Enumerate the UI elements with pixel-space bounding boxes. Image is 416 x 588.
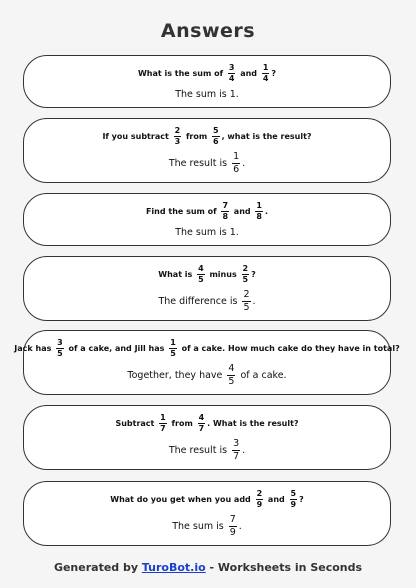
fraction-numerator: 4 xyxy=(228,363,235,374)
answer-text xyxy=(169,152,245,174)
fraction-denominator: 5 xyxy=(57,349,63,358)
text-segment: . What is the result? xyxy=(207,419,299,428)
question-text xyxy=(102,127,311,146)
fraction-denominator: 7 xyxy=(198,424,205,433)
text-segment: Together, they have xyxy=(127,369,226,381)
fraction-numerator: 1 xyxy=(256,200,262,210)
fraction xyxy=(242,265,250,284)
text-segment: ? xyxy=(251,270,256,279)
fraction-numerator: 1 xyxy=(160,413,166,422)
fraction xyxy=(256,490,264,509)
text-segment: of a cake. xyxy=(237,369,287,381)
page-title: Answers xyxy=(160,20,256,42)
text-segment: . xyxy=(252,295,256,307)
fraction xyxy=(197,265,205,284)
fraction xyxy=(174,127,182,146)
question-text xyxy=(14,339,399,358)
fraction-denominator: 5 xyxy=(242,275,249,284)
fraction-numerator: 5 xyxy=(212,126,219,135)
fraction-denominator: 7 xyxy=(160,424,166,433)
fraction xyxy=(56,339,64,358)
answer-card-4 xyxy=(23,256,391,321)
fraction xyxy=(262,64,270,83)
fraction-numerator: 3 xyxy=(228,62,235,72)
answer-text xyxy=(175,227,239,238)
fraction-numerator: 1 xyxy=(262,62,269,72)
text-segment: Subtract xyxy=(115,419,158,428)
text-segment: The sum is 1. xyxy=(175,226,239,238)
text-segment: The result is xyxy=(168,157,231,169)
fraction-numerator: 2 xyxy=(256,489,263,498)
fraction-numerator: 1 xyxy=(233,151,240,162)
fraction xyxy=(159,414,167,433)
text-segment: , what is the result? xyxy=(221,132,312,141)
fraction-denominator: 5 xyxy=(228,375,235,387)
fraction xyxy=(229,515,237,537)
fraction-numerator: 7 xyxy=(222,200,229,210)
fraction xyxy=(242,290,250,312)
fraction-denominator: 5 xyxy=(198,275,204,284)
fraction-numerator: 4 xyxy=(198,413,205,422)
text-segment: Find the sum of xyxy=(145,206,220,216)
footer-suffix: - Worksheets in Seconds xyxy=(205,561,363,574)
text-segment: from xyxy=(168,419,196,428)
fraction xyxy=(232,152,240,174)
answer-card-7 xyxy=(23,481,391,546)
text-segment: What is xyxy=(158,270,196,279)
fraction xyxy=(290,490,298,509)
fraction-denominator: 6 xyxy=(233,163,240,175)
text-segment: and xyxy=(265,495,288,504)
question-text xyxy=(115,414,298,433)
text-segment: minus xyxy=(206,270,240,279)
text-segment: . xyxy=(238,520,242,532)
fraction-numerator: 3 xyxy=(233,438,240,449)
fraction xyxy=(212,127,220,146)
fraction-numerator: 3 xyxy=(57,338,63,347)
text-segment: ? xyxy=(299,495,304,504)
footer-prefix: Generated by xyxy=(53,561,142,574)
text-segment: What is the sum of xyxy=(137,68,226,78)
text-segment: The sum is xyxy=(172,520,227,532)
text-segment: of a cake, and Jill has xyxy=(65,344,168,353)
answer-card-5 xyxy=(14,330,400,395)
fraction xyxy=(198,414,206,433)
question-text xyxy=(146,202,268,221)
text-segment: The sum is 1. xyxy=(175,88,239,100)
answer-card-1 xyxy=(23,55,391,108)
question-text xyxy=(110,490,304,509)
text-segment: from xyxy=(183,132,210,141)
fraction xyxy=(228,64,236,83)
footer xyxy=(0,561,416,574)
text-segment: Jack has xyxy=(14,344,55,353)
fraction-denominator: 9 xyxy=(229,526,236,538)
answer-text xyxy=(169,439,245,461)
text-segment: and xyxy=(237,68,260,78)
fraction xyxy=(169,339,177,358)
fraction-denominator: 9 xyxy=(256,500,263,509)
fraction-numerator: 2 xyxy=(242,264,249,273)
fraction-denominator: 4 xyxy=(228,73,235,83)
answer-text xyxy=(127,364,286,386)
text-segment: ? xyxy=(271,68,277,78)
fraction-denominator: 6 xyxy=(212,137,219,146)
text-segment: and xyxy=(231,206,254,216)
fraction xyxy=(232,439,240,461)
fraction xyxy=(255,202,263,221)
fraction-denominator: 9 xyxy=(290,500,297,509)
fraction-denominator: 5 xyxy=(170,349,176,358)
text-segment: What do you get when you add xyxy=(110,495,254,504)
fraction-numerator: 2 xyxy=(243,289,250,300)
text-segment: The difference is xyxy=(158,295,241,307)
fraction-numerator: 2 xyxy=(174,126,181,135)
fraction-numerator: 7 xyxy=(229,514,236,525)
fraction-denominator: 8 xyxy=(222,211,229,221)
fraction-denominator: 4 xyxy=(262,73,269,83)
brand-link[interactable]: TuroBot.io xyxy=(141,561,206,574)
answer-card-2 xyxy=(23,118,391,183)
fraction-denominator: 3 xyxy=(174,137,181,146)
fraction xyxy=(227,364,235,386)
text-segment: If you subtract xyxy=(102,132,172,141)
fraction-denominator: 7 xyxy=(233,450,240,462)
fraction-denominator: 5 xyxy=(243,301,250,313)
answer-card-3 xyxy=(23,193,391,246)
fraction-numerator: 4 xyxy=(198,264,204,273)
fraction-numerator: 5 xyxy=(290,489,297,498)
text-segment: of a cake. How much cake do they have in total? xyxy=(178,344,400,353)
fraction-numerator: 1 xyxy=(170,338,176,347)
question-text xyxy=(158,265,255,284)
text-segment: . xyxy=(242,444,246,456)
text-segment: The result is xyxy=(168,444,231,456)
answer-text xyxy=(158,290,255,312)
question-text xyxy=(138,64,276,83)
answer-text xyxy=(175,89,239,100)
answer-card-6 xyxy=(23,405,391,470)
text-segment: . xyxy=(242,157,246,169)
text-segment: . xyxy=(264,206,269,216)
answer-text xyxy=(172,515,242,537)
fraction xyxy=(221,202,229,221)
fraction-denominator: 8 xyxy=(256,211,262,221)
